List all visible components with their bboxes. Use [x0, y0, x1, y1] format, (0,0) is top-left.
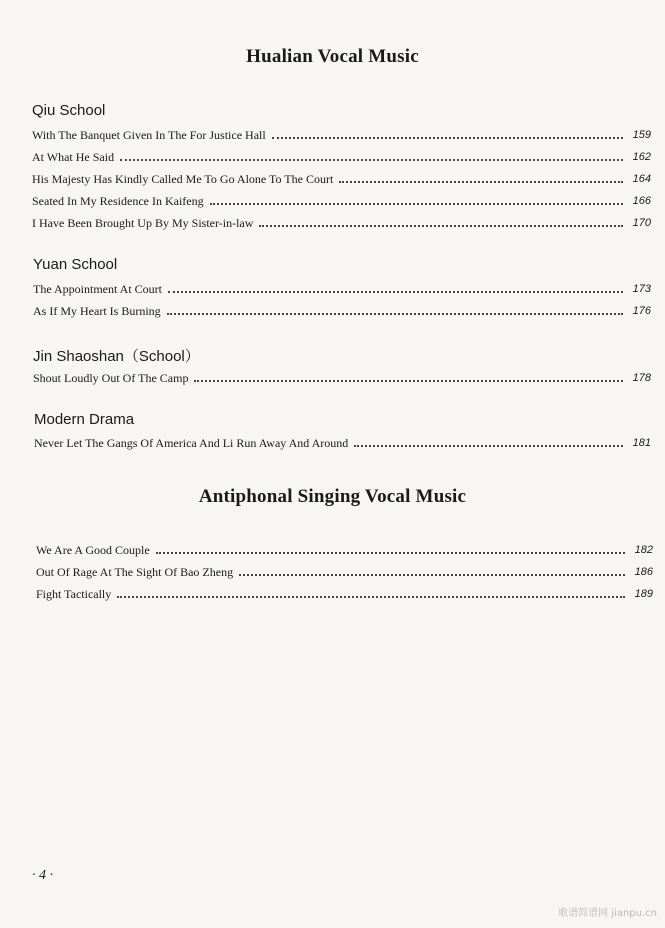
- dot-leader: [168, 290, 623, 293]
- entry-title: With The Banquet Given In The For Justice Hall: [32, 128, 266, 142]
- entry-page: 162: [632, 151, 651, 163]
- toc-entry[interactable]: [36, 539, 653, 557]
- section-yuan-school: Yuan School: [33, 256, 118, 273]
- toc-entry[interactable]: [36, 561, 653, 579]
- heading-antiphonal-singing-vocal-music: Antiphonal Singing Vocal Music: [198, 486, 467, 507]
- entry-title: Never Let The Gangs Of America And Li Run Away And Around: [34, 436, 349, 450]
- entry-page: 170: [632, 217, 651, 229]
- section-modern-drama: Modern Drama: [34, 411, 135, 428]
- entry-title: As If My Heart Is Burning: [33, 304, 161, 318]
- entry-title: Seated In My Residence In Kaifeng: [32, 194, 204, 208]
- entry-title: Shout Loudly Out Of The Camp: [33, 371, 189, 385]
- toc-entry[interactable]: [32, 146, 651, 164]
- entry-title: At What He Said: [32, 150, 115, 164]
- entry-page: 176: [632, 305, 651, 317]
- entry-title: Out Of Rage At The Sight Of Bao Zheng: [36, 565, 234, 579]
- dot-leader: [354, 444, 623, 447]
- entry-title: The Appointment At Court: [33, 282, 162, 296]
- entry-page: 178: [632, 372, 651, 384]
- dot-leader: [117, 595, 625, 598]
- dot-leader: [120, 158, 623, 161]
- dot-leader: [239, 573, 625, 576]
- toc-entry[interactable]: [33, 278, 651, 296]
- toc-entry[interactable]: [32, 212, 651, 230]
- page-folio: · 4 ·: [32, 868, 53, 883]
- entry-title: We Are A Good Couple: [36, 543, 150, 557]
- dot-leader: [194, 379, 623, 382]
- entry-title: His Majesty Has Kindly Called Me To Go Alone To The Court: [32, 172, 334, 186]
- section-jin-shaoshan-school: Jin Shaoshan（School）: [33, 348, 200, 365]
- entry-page: 189: [634, 588, 653, 600]
- dot-leader: [339, 180, 623, 183]
- entry-title: Fight Tactically: [36, 587, 112, 601]
- entry-title: I Have Been Brought Up By My Sister-in-law: [32, 216, 254, 230]
- entry-page: 159: [632, 129, 651, 141]
- heading-hualian-vocal-music: Hualian Vocal Music: [246, 46, 419, 67]
- toc-entry[interactable]: [33, 367, 651, 385]
- toc-entry[interactable]: [32, 124, 651, 142]
- toc-entry[interactable]: [33, 300, 651, 318]
- dot-leader: [259, 224, 623, 227]
- toc-entry[interactable]: [34, 432, 651, 450]
- entry-page: 166: [632, 195, 651, 207]
- entry-page: 186: [634, 566, 653, 578]
- toc-entry[interactable]: [32, 168, 651, 186]
- dot-leader: [167, 312, 623, 315]
- entry-page: 182: [634, 544, 653, 556]
- dot-leader: [272, 136, 623, 139]
- toc-entry[interactable]: [32, 190, 651, 208]
- entry-page: 173: [632, 283, 651, 295]
- dot-leader: [156, 551, 625, 554]
- section-qiu-school: Qiu School: [32, 102, 106, 119]
- entry-page: 181: [632, 437, 651, 449]
- entry-page: 164: [632, 173, 651, 185]
- site-watermark: 歌谱简谱网 jianpu.cn: [558, 908, 657, 919]
- toc-entry[interactable]: [36, 583, 653, 601]
- dot-leader: [210, 202, 623, 205]
